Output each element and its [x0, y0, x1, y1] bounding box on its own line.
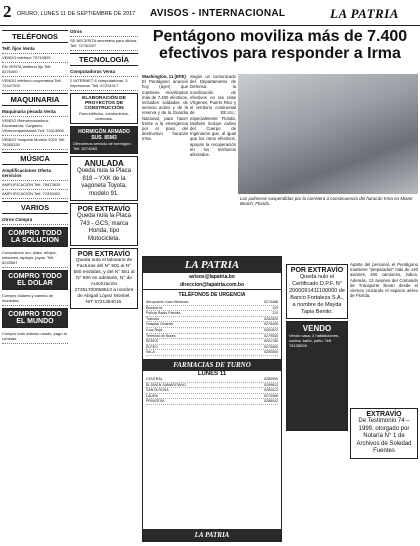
- article-col-2: Según un comunicado del Departamento de Defensa, la movilización de efectivos en las Islas Vírgenes, Puerto Rico y el territorio continental de EE.UU., especialmente Florida, también incluye civiles del Cuerpo de Ingenieros que, al igual que los otros efectivos, apoyan la recuperación en los territorios afectados.: [190, 74, 236, 158]
- extravio-ad-1: POR EXTRAVÍO Queda nula la Placa 743 - GCS, marca Honda, tipo Motocicleta.: [70, 203, 138, 246]
- phone-row-name: SEDES: [146, 339, 159, 344]
- phone-row-number: 5250500: [264, 350, 278, 355]
- phone-row-name: SeLA: [146, 350, 155, 355]
- compro-ad-3: COMPRO TODO EL MUNDO: [2, 308, 68, 328]
- phone-row-name: Policía Radio Patrulla: [146, 311, 181, 316]
- ad: SE NECESITA secretaria para oficina. Telf. 72750237: [70, 37, 138, 51]
- phone-row-number: 5280013: [264, 388, 278, 393]
- compro-ad-2: COMPRO TODO EL DOLAR: [2, 270, 68, 290]
- page-number: 2: [3, 2, 12, 21]
- phone-row: [146, 399, 278, 405]
- phone-row-name: EL BUEN SAMARITANO: [146, 382, 186, 387]
- extravio-ad-3: POR EXTRAVÍO Queda nulo el Certificado D.P.F. N° 2000091411100000 de Banco Fortaleza S.A., a nombre de Mayda Tapia Benito.: [286, 264, 348, 319]
- phone-row-number: 5285900: [264, 376, 278, 381]
- patria-footer: LA PATRIA: [143, 529, 281, 541]
- patria-box: [142, 256, 282, 542]
- classifieds-left: [2, 28, 68, 344]
- ad: Otros: [70, 28, 138, 37]
- ad: AMPLIFICACIÓN Telf. 71339402: [2, 190, 68, 199]
- ad: Amplificaciones Oferta servicios: [2, 167, 68, 181]
- farmacias-day: LUNES 11: [197, 370, 227, 377]
- phone-row-number: 110: [272, 311, 278, 316]
- extravio-ad-4: EXTRAVÍO De Testimonio 74 – 1999, otorgado por Notaría N° 1 de Archivos de Soledad Fuentes: [350, 408, 418, 459]
- ad: AMPLIFICACIÓN Telf. 78473829: [2, 181, 68, 190]
- phone-row-number: 5275405: [264, 322, 278, 327]
- phone-row-number: 5251780: [264, 339, 278, 344]
- compro-ad-1: COMPRO TODO LA SOLUCION: [2, 227, 68, 247]
- farmacias-title: FARMACIAS DE TURNO: [143, 359, 281, 371]
- extravio-ad-2: POR EXTRAVÍO Queda nula el talonario de Facturas del N° 501 al N° 550 emitidas, y del N° 551 al N° 600 en adelante, N° de Autorización 27351700059813 a nombre de Abigail López Montiel. NIT 5721384016.: [70, 248, 138, 309]
- section-musica: MÚSICA: [2, 152, 68, 165]
- section-tecnologia: TECNOLOGÍA: [70, 53, 138, 66]
- ad: VENDO teléfono 75710825: [2, 54, 68, 63]
- article-col-3-static: Aparte del personal, el Pentágono mantiene "preparados" más de 140 aviones, 400 camiones, indica. Además, 13 aviones del Comando de Transporte llevan desde el viernes cruzando el espacio aéreo de Florida.: [350, 262, 418, 299]
- hormigon-ad: HORMIGÓN ARMADO SUS. 85M3 Ofrecemos servicio de hormigón. Telf. 5274563: [70, 126, 138, 154]
- phone-row-number: 5252525: [264, 316, 278, 321]
- ad: Telf. fijos Venta: [2, 45, 68, 54]
- ad: Compro todo artículo usado, pago al contado.: [2, 330, 68, 344]
- section-varios: VARIOS: [2, 201, 68, 214]
- elaboracion-ad: ELABORACIÓN DE PROYECTOS DE CONSTRUCCIÓN Para edificios, condominios, viviendas.: [70, 93, 138, 124]
- phone-row-name: Bomberos: [146, 305, 163, 310]
- phone-row-number: 5251522: [264, 327, 278, 332]
- patria-email: avisos@lapatria.bo: [189, 274, 235, 280]
- ad: VENDO Volqueta Modelo 2010 Telf. 76555330: [2, 136, 68, 150]
- section-maquinaria: MAQUINARIA: [2, 93, 68, 106]
- ad: Compramos oro, plata, relojes, celulares, laptops, joyas. Telf. 5243567: [2, 249, 68, 268]
- article-photo: [238, 74, 418, 194]
- section-title: AVISOS - INTERNACIONAL: [150, 8, 286, 19]
- classifieds-mid: [70, 28, 138, 311]
- ad: VENDO Retroexcavadora, Excavadora, Cargador, Vibrocompactadora Telf. 72413800: [2, 117, 68, 136]
- patria-web: direccion@lapatria.com.bo: [179, 282, 245, 288]
- article-headline: Pentágono moviliza más de 7.400 efectivos para responder a Irma: [152, 28, 408, 62]
- patria-box-title: LA PATRIA: [143, 257, 281, 273]
- header-date: ORURO, LUNES 11 DE SEPTIEMBRE DE 2017: [17, 11, 136, 17]
- farmacias-list: [143, 377, 281, 405]
- phone-row-name: Cruz Roja: [146, 327, 162, 332]
- phone-row-name: Aeropuerto Juan Mendoza: [146, 300, 189, 304]
- ad: Maquinaria pesada Venta: [2, 108, 68, 117]
- newspaper-logo: LA PATRIA: [330, 6, 399, 21]
- ad: VENDO teléfono cooperativa Telf. 72447000: [2, 77, 68, 91]
- ad: EN VENTA teléfono fijo Telf. 5276300: [2, 63, 68, 77]
- phone-row-number: 119: [272, 305, 278, 310]
- phone-row-name: SANTA ROSA: [146, 388, 169, 393]
- phone-row-name: Hospital General: [146, 322, 173, 327]
- phone-row-number: 5270088: [264, 393, 278, 398]
- article-col-1: Washington, 11 (EFE) El Pentágono anunció hoy (ayer) que mantiene movilizados más de 7.400 efectivos, incluidos soldados de servicio activo y de la reserva y de la Guardia Nacional, para hacer frente a la emergencia por el paso del destructivo huracán Irma.: [142, 74, 188, 142]
- anulada-ad: ANULADA Queda nula la Placa 818 – YXK de la vagoneta Toyota, modelo 91.: [70, 156, 138, 201]
- ad: 2 INTERNET 8 computadoras, 3 impresoras. Telf. 67224317: [70, 77, 138, 91]
- phone-row-name: PRINCESA: [146, 399, 165, 404]
- phone-row-number: 5274488: [264, 300, 278, 304]
- ad: Computadoras Venta: [70, 68, 138, 77]
- phone-row-number: 5288042: [264, 399, 278, 404]
- far-right-col: [350, 262, 418, 461]
- phone-row-number: 5279535: [264, 333, 278, 338]
- section-telefonos: TELÉFONOS: [2, 30, 68, 43]
- right-ads: [286, 262, 348, 433]
- phone-row: [146, 350, 278, 356]
- phone-row-name: LAURA: [146, 393, 158, 398]
- phone-row-number: 5259813: [264, 382, 278, 387]
- phone-row-number: 5276060: [264, 344, 278, 349]
- tel-urgencia-title: TELÉFONOS DE URGENCIA: [143, 289, 281, 300]
- ad: Otros Compra: [2, 216, 68, 225]
- phone-row-name: CENTRAL: [146, 376, 163, 381]
- page-header: [0, 0, 420, 26]
- phone-row-name: Terminal de Buses: [146, 333, 176, 338]
- vendo-ad: VENDO Vendo casa, 2 habitaciones, cocina, baño, patio. Telf. 76138528: [286, 321, 348, 431]
- phone-row-name: ELFEO: [146, 344, 158, 349]
- photo-caption: Los palmeras suspendidas por la carretera a consecuencia del huracán Irma en Miami Beach, Florida.: [240, 196, 413, 206]
- ad: Compro dólares y cambio de monedas.: [2, 292, 68, 306]
- tel-list: [143, 300, 281, 356]
- phone-row-name: Tránsito: [146, 316, 159, 321]
